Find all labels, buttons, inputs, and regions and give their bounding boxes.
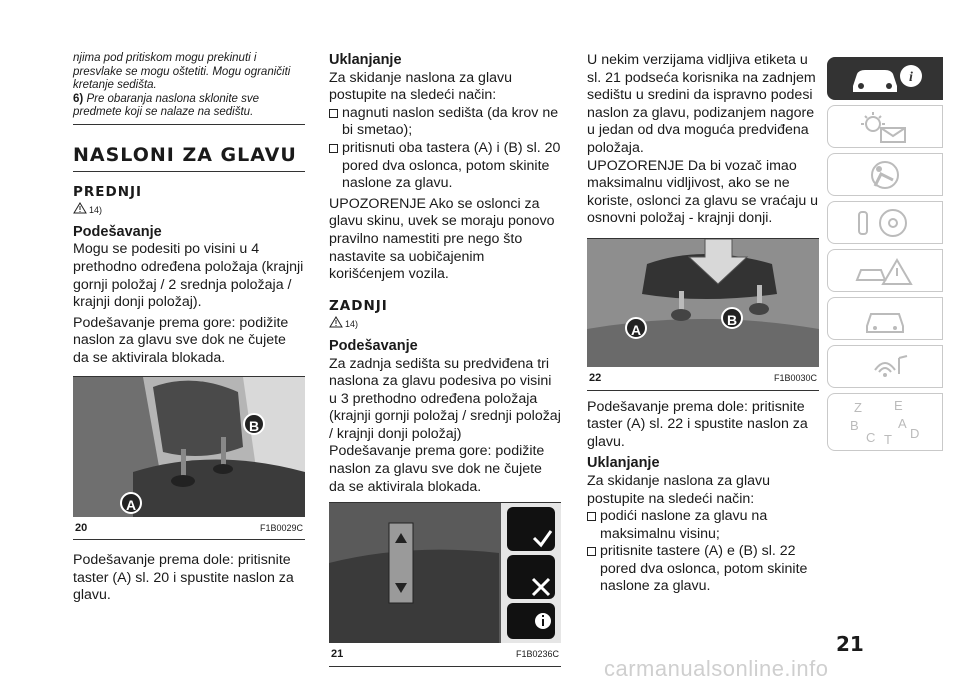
bullet-box-icon <box>587 547 596 556</box>
index-letter-t: T <box>884 432 892 447</box>
figure-21-photo <box>329 503 561 643</box>
safety-airbag-icon <box>845 158 925 192</box>
removal-bullet-2-text: pritisnuti oba tastera (A) i (B) sl. 20 pored dva oslonca, potom skinite naslone za glavu. <box>342 139 561 192</box>
removal-intro-rear: Za skidanje naslona za glavu postupite na sledeći način: <box>587 472 770 507</box>
adjust-paragraph-2: Podešavanje prema gore: podižite naslon za glavu sve dok ne čujete da se aktivirala blokada. <box>73 314 289 366</box>
chapter-sidebar <box>827 57 943 456</box>
removal-rear-bullet-1-text: podići naslone za glavu na maksimalnu visinu; <box>600 508 768 542</box>
column-2 <box>329 52 561 667</box>
page-number: 21 <box>836 632 864 656</box>
note-continuation: njima pod pritiskom mogu prekinuti i presvlake se mogu oštetiti. Mogu ograničiti kretanje sedišta. <box>73 52 291 92</box>
bullet-box-icon <box>329 144 338 153</box>
label-paragraph: U nekim verzijama vidljiva etiketa u sl. 21 podseća korisnika na zadnjem sedištu u sredini da ispravno podesi naslon za glavu, podizanjem nagore u jedan od dva moguća predviđena položaja. <box>587 52 816 156</box>
figure-20-caption <box>73 517 305 540</box>
tab-driving[interactable] <box>827 201 943 244</box>
index-icon <box>840 396 930 448</box>
figure-22-code: F1B0030C <box>773 372 817 383</box>
tab-maintenance[interactable] <box>827 297 943 340</box>
rear-warning-ref <box>329 316 561 334</box>
removal-rear-bullet-1 <box>587 508 819 543</box>
tab-index[interactable] <box>827 393 943 451</box>
rear-seat-label-illustration <box>329 503 561 643</box>
warning-triangle-icon <box>73 202 87 214</box>
rear-headrest-illustration <box>587 239 819 367</box>
note-6-number: 6) <box>73 92 84 105</box>
note-6-text: Pre obaranja naslona sklonite sve predmete koji se nalaze na sedištu. <box>73 92 260 119</box>
headrest-photo-illustration <box>73 377 305 517</box>
figure-20 <box>73 376 305 541</box>
figure-20-label-a: A <box>120 492 142 514</box>
index-letter-d: D <box>910 426 920 441</box>
tab-car-info[interactable] <box>827 57 943 100</box>
figure-20-photo <box>73 377 305 517</box>
removal-heading-rear: Uklanjanje <box>587 455 660 472</box>
watermark: carmanualsonline.info <box>604 656 829 681</box>
index-letter-z: Z <box>854 400 862 415</box>
tab-multimedia[interactable] <box>827 345 943 388</box>
figure-21-number: 21 <box>331 648 344 661</box>
warning-paragraph: UPOZORENJE Ako se oslonci za glavu skinu, uvek se moraju ponovo pravilno namestiti pre nego što nastavite sa uobičajenim korišćenjem vozila. <box>329 195 555 283</box>
driving-icon <box>845 206 925 240</box>
section-title: NASLONI ZA GLAVU <box>73 147 305 172</box>
rear-adjust-paragraph-2: Podešavanje prema gore: podižite naslon za glavu sve dok ne čujete da se aktivirala blokada. <box>329 443 545 495</box>
removal-intro: Za skidanje naslona za glavu postupite na sledeći način: <box>329 69 512 104</box>
figure-22 <box>587 238 819 391</box>
down-adjust-paragraph: Podešavanje prema dole: pritisnite taster (A) sl. 20 i spustite naslon za glavu. <box>73 552 294 604</box>
warning-lights-icon <box>845 110 925 144</box>
index-letter-b: B <box>850 418 859 433</box>
figure-20-label-b: B <box>243 413 265 435</box>
figure-20-number: 20 <box>75 521 88 534</box>
rear-warning-number: 14) <box>345 319 359 330</box>
note-box <box>73 52 305 125</box>
car-info-icon <box>845 62 925 96</box>
figure-20-code: F1B0029C <box>259 522 303 533</box>
figure-21-caption <box>329 643 561 666</box>
rear-title: ZADNJI <box>329 297 388 314</box>
warning-triangle-icon <box>329 316 343 328</box>
bullet-box-icon <box>329 109 338 118</box>
removal-bullet-1 <box>329 105 561 140</box>
front-title: PREDNJI <box>73 183 143 200</box>
removal-bullet-2 <box>329 140 561 193</box>
tab-safety[interactable] <box>827 153 943 196</box>
adjust-heading: Podešavanje <box>73 223 162 240</box>
tab-warning-lights[interactable] <box>827 105 943 148</box>
adjust-paragraph-1: Mogu se podesiti po visini u 4 prethodno određena položaja (krajnji gornji položaj / 2 srednja položaja / krajnji donji položaj). <box>73 241 304 311</box>
figure-22-label-b: B <box>721 307 743 329</box>
front-warning-number: 14) <box>89 205 103 216</box>
removal-bullet-1-text: nagnuti naslon sedišta (da krov ne bi smetao); <box>342 104 559 139</box>
figure-21 <box>329 502 561 667</box>
figure-22-photo <box>587 239 819 367</box>
index-letter-c: C <box>866 430 876 445</box>
figure-22-number: 22 <box>589 371 602 384</box>
visibility-warning-paragraph: UPOZORENJE Da bi vozač imao maksimalnu vidljivost, ako se ne koriste, oslonci za glavu se vraćaju u osnovni položaj - krajnji donji. <box>587 157 819 227</box>
figure-21-code: F1B0236C <box>515 649 559 660</box>
multimedia-icon <box>845 350 925 384</box>
front-warning-ref <box>73 202 305 220</box>
column-1 <box>73 52 305 605</box>
down-adjust-paragraph-rear: Podešavanje prema dole: pritisnite taster (A) sl. 22 i spustite naslon za glavu. <box>587 398 808 450</box>
tab-emergency[interactable] <box>827 249 943 292</box>
removal-rear-bullet-2 <box>587 543 819 596</box>
maintenance-icon <box>845 302 925 336</box>
column-3 <box>587 52 819 596</box>
figure-22-label-a: A <box>625 317 647 339</box>
bullet-box-icon <box>587 512 596 521</box>
emergency-icon <box>845 254 925 288</box>
removal-rear-bullet-2-text: pritisnite tastere (A) e (B) sl. 22 pored dva oslonca, potom skinite naslone za glavu. <box>600 543 808 595</box>
index-letter-a: A <box>898 416 907 431</box>
figure-22-caption <box>587 367 819 390</box>
removal-heading: Uklanjanje <box>329 52 402 68</box>
note-6 <box>73 93 305 120</box>
index-letter-e: E <box>894 398 903 413</box>
rear-adjust-heading: Podešavanje <box>329 337 418 354</box>
svg-text:i: i <box>909 69 913 85</box>
rear-adjust-paragraph-1: Za zadnja sedišta su predviđena tri naslona za glavu podesiva po visini u 3 prethodno određena položaja (krajnji gornji položaj / srednji položaj / krajnji donji položaj) <box>329 355 561 442</box>
